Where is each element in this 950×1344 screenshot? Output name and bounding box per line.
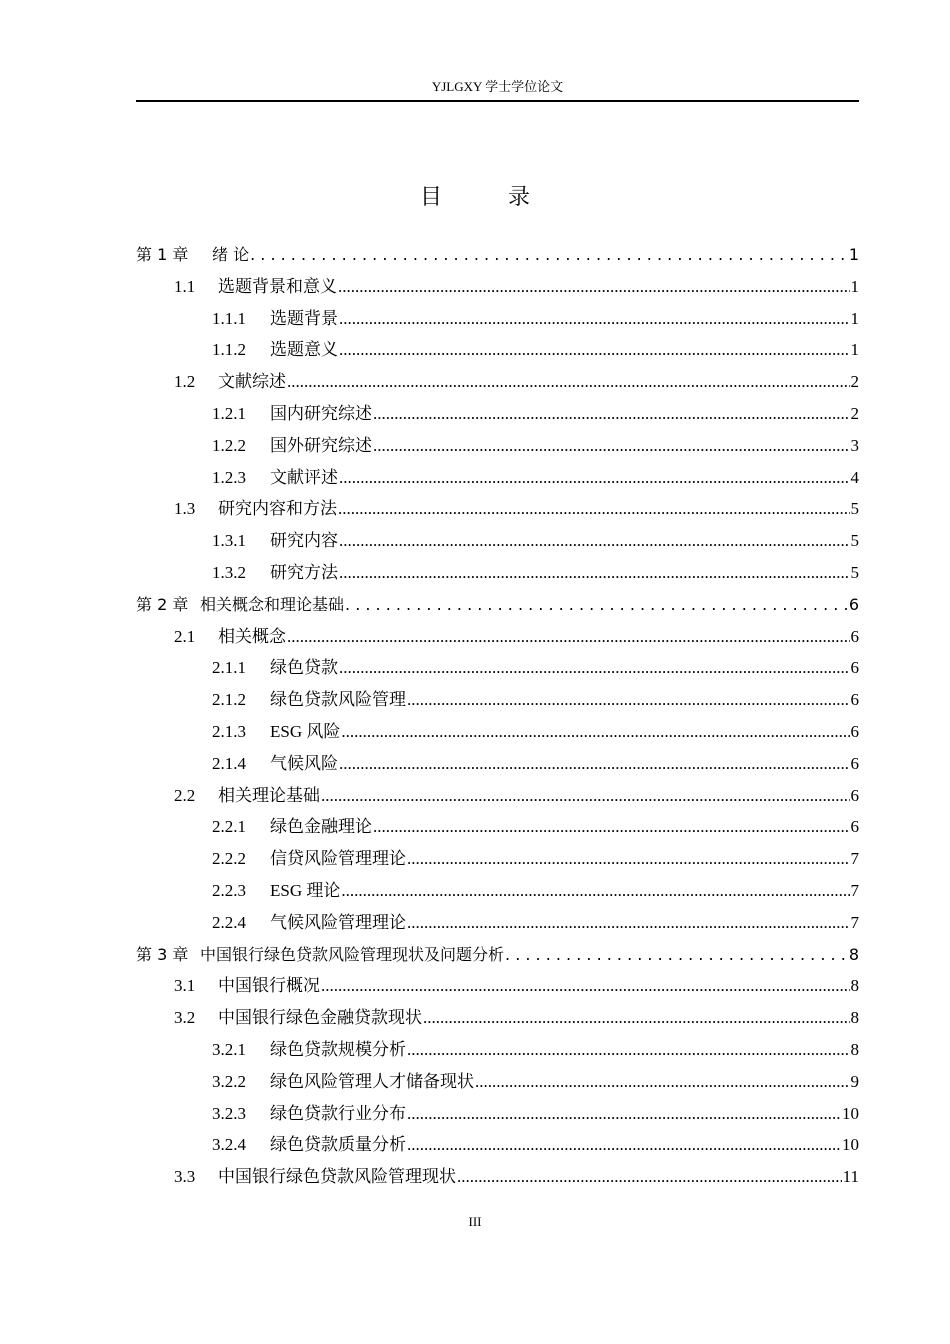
- page-number: III: [468, 1214, 482, 1229]
- toc-entry-page: 4: [850, 467, 859, 487]
- toc-entry-page: 1: [850, 340, 859, 360]
- toc-entry[interactable]: [136, 938, 859, 966]
- toc-dot-leader: [339, 657, 850, 679]
- toc-entry-page: 10: [842, 1103, 859, 1123]
- toc-entry-page: 11: [842, 1167, 859, 1187]
- toc-entry-number: 1.2.1: [212, 404, 246, 423]
- toc-entry-title: 中国银行概况: [218, 976, 320, 996]
- toc-entry-number: 1.2.2: [212, 435, 246, 455]
- toc-dot-leader: [339, 339, 850, 361]
- toc-entry-page: 1: [848, 245, 859, 264]
- toc-entry-title: 绿色贷款规模分析: [270, 1040, 406, 1059]
- toc-entry-number: 第 2 章: [136, 594, 189, 614]
- toc-dot-leader: [250, 244, 848, 266]
- toc-entry[interactable]: [136, 1128, 859, 1156]
- toc-dot-leader: [407, 1039, 850, 1061]
- toc-entry-page: 2: [850, 404, 859, 423]
- toc-entry-page: 6: [850, 626, 859, 646]
- toc-entry-number: 2.2.2: [212, 849, 246, 869]
- toc-entry-number: 1.3.2: [212, 563, 246, 582]
- toc-entry-page: 6: [850, 722, 859, 741]
- toc-entry-title: ESG 风险: [270, 722, 341, 741]
- toc-entry[interactable]: [136, 683, 859, 711]
- toc-entry-title: 研究内容: [270, 531, 338, 551]
- header-rule: [136, 100, 859, 102]
- toc-entry-title: 绿色金融理论: [270, 817, 372, 837]
- toc-entry-number: 3.1: [174, 976, 196, 996]
- toc-entry[interactable]: [136, 1033, 859, 1061]
- toc-entry-title: 研究方法: [270, 563, 338, 582]
- toc-dot-leader: [345, 594, 848, 616]
- toc-entry-page: 1: [850, 276, 859, 296]
- toc-entry-page: 6: [850, 753, 859, 773]
- toc-entry-title: 文献评述: [270, 467, 338, 487]
- toc-entry[interactable]: [136, 429, 859, 457]
- toc-entry[interactable]: [136, 969, 859, 997]
- toc-entry[interactable]: [136, 1160, 859, 1188]
- toc-entry-title: 绿色风险管理人才储备现状: [270, 1071, 474, 1091]
- toc-entry-page: 5: [850, 531, 859, 551]
- toc-entry-number: 2.1.1: [212, 658, 246, 678]
- toc-dot-leader: [475, 1071, 850, 1093]
- toc-dot-leader: [339, 467, 850, 489]
- toc-entry-title: 国外研究综述: [270, 435, 372, 455]
- toc-dot-leader: [341, 721, 849, 743]
- toc-entry-title: 信贷风险管理理论: [270, 849, 406, 869]
- toc-dot-leader: [407, 1103, 841, 1125]
- toc-entry-page: 7: [850, 849, 859, 869]
- toc-entry-title: 绿色贷款: [270, 658, 338, 678]
- toc-entry[interactable]: [136, 874, 859, 902]
- toc-entry-page: 9: [850, 1071, 859, 1091]
- toc-dot-leader: [287, 626, 850, 648]
- toc-entry-page: 6: [850, 658, 859, 678]
- toc-entry[interactable]: [136, 747, 859, 775]
- toc-entry-page: 6: [850, 817, 859, 837]
- toc-entry-number: 3.2.4: [212, 1135, 246, 1155]
- toc-entry[interactable]: [136, 588, 859, 616]
- toc-dot-leader: [339, 562, 850, 584]
- toc-entry-title: 气候风险: [270, 753, 338, 773]
- toc-entry-title: 研究内容和方法: [218, 499, 337, 519]
- toc-entry-number: 1.3.1: [212, 531, 246, 551]
- toc-entry-number: 2.2.3: [212, 881, 246, 900]
- toc-dot-leader: [373, 816, 850, 838]
- toc-entry-page: 1: [850, 308, 859, 328]
- toc-entry-page: 5: [850, 563, 859, 582]
- toc-dot-leader: [423, 1007, 850, 1029]
- toc-entry-page: 8: [850, 976, 859, 996]
- toc-entry-page: 3: [850, 435, 859, 455]
- toc-dot-leader: [457, 1166, 842, 1188]
- toc-entry-number: 3.2.1: [212, 1040, 246, 1059]
- toc-entry[interactable]: [136, 810, 859, 838]
- toc-dot-leader: [407, 689, 850, 711]
- toc-entry-page: 6: [848, 594, 859, 614]
- toc-entry[interactable]: [136, 842, 859, 870]
- toc-entry-number: 1.2: [174, 372, 196, 392]
- toc-entry-number: 2.1.2: [212, 690, 246, 710]
- toc-entry-title: 绿色贷款行业分布: [270, 1103, 406, 1123]
- toc-entry[interactable]: [136, 906, 859, 934]
- toc-entry-number: 1.1.2: [212, 340, 246, 360]
- toc-entry-number: 1.1: [174, 276, 196, 296]
- toc-entry-page: 10: [842, 1135, 859, 1155]
- toc-entry-page: 8: [850, 1040, 859, 1059]
- toc-dot-leader: [373, 435, 850, 457]
- toc-dot-leader: [339, 308, 850, 330]
- toc-entry[interactable]: [136, 524, 859, 552]
- toc-dot-leader: [338, 498, 850, 520]
- toc-entry-title: 绪 论: [212, 245, 250, 264]
- toc-entry-number: 3.2.2: [212, 1071, 246, 1091]
- toc-entry[interactable]: [136, 1001, 859, 1029]
- toc-entry-page: 7: [850, 881, 859, 900]
- toc-entry-page: 7: [850, 912, 859, 932]
- toc-dot-leader: [339, 753, 850, 775]
- toc-entry[interactable]: [136, 333, 859, 361]
- page-header: YJLGXY 学士学位论文: [431, 79, 564, 94]
- toc-dot-leader: [407, 912, 850, 934]
- toc-entry-title: 气候风险管理理论: [270, 912, 406, 932]
- toc-entry-page: 8: [848, 944, 859, 964]
- toc-entry[interactable]: [136, 461, 859, 489]
- toc-dot-leader: [287, 371, 850, 393]
- toc-entry-number: 1.3: [174, 499, 196, 519]
- toc-entry-number: 2.1: [174, 626, 196, 646]
- toc-entry[interactable]: [136, 620, 859, 648]
- toc-entry-number: 第 1 章: [136, 245, 189, 264]
- toc-entry-number: 2.2: [174, 785, 196, 805]
- toc-entry-title: 绿色贷款风险管理: [270, 690, 406, 710]
- toc-entry[interactable]: [136, 302, 859, 330]
- toc-entry-number: 2.1.3: [212, 722, 246, 741]
- toc-entry-page: 6: [850, 785, 859, 805]
- toc-dot-leader: [341, 880, 849, 902]
- toc-entry[interactable]: [136, 715, 859, 743]
- toc-entry-title: 文献综述: [218, 372, 286, 392]
- toc-entry-number: 3.2.3: [212, 1103, 246, 1123]
- toc-dot-leader: [407, 848, 850, 870]
- toc-entry[interactable]: [136, 779, 859, 807]
- toc-entry[interactable]: [136, 238, 859, 266]
- toc-dot-leader: [321, 785, 850, 807]
- toc-entry-title: 相关概念和理论基础: [200, 594, 345, 614]
- toc-entry[interactable]: [136, 270, 859, 298]
- toc-dot-leader: [338, 276, 850, 298]
- toc-dot-leader: [321, 975, 850, 997]
- toc-entry-title: 绿色贷款质量分析: [270, 1135, 406, 1155]
- toc-dot-leader: [373, 403, 850, 425]
- toc-entry-title: 选题意义: [270, 340, 338, 360]
- toc-entry-page: 8: [850, 1008, 859, 1028]
- toc-entry[interactable]: [136, 365, 859, 393]
- toc-entry-title: ESG 理论: [270, 881, 341, 900]
- toc-entry-title: 相关概念: [218, 626, 286, 646]
- toc-entry[interactable]: [136, 492, 859, 520]
- toc-dot-leader: [407, 1134, 841, 1156]
- toc-entry-title: 选题背景: [270, 308, 338, 328]
- toc-entry-page: 5: [850, 499, 859, 519]
- toc-entry[interactable]: [136, 556, 859, 584]
- toc-dot-leader: [339, 530, 850, 552]
- toc-dot-leader: [505, 944, 848, 966]
- toc-entry-title: 国内研究综述: [270, 404, 372, 423]
- toc-entry-number: 1.2.3: [212, 467, 246, 487]
- toc-entry-number: 2.2.4: [212, 912, 246, 932]
- toc-entry-title: 中国银行绿色贷款风险管理现状: [218, 1167, 456, 1187]
- toc-entry-number: 第 3 章: [136, 944, 189, 964]
- toc-entry-title: 选题背景和意义: [218, 276, 337, 296]
- toc-entry-title: 中国银行绿色金融贷款现状: [218, 1008, 422, 1028]
- toc-entry-number: 3.3: [174, 1167, 196, 1187]
- toc-title: 目 录: [419, 185, 552, 210]
- toc-entry-page: 2: [850, 372, 859, 392]
- toc-entry-title: 中国银行绿色贷款风险管理现状及问题分析: [200, 944, 505, 964]
- toc-entry[interactable]: [136, 1065, 859, 1093]
- toc-entry[interactable]: [136, 651, 859, 679]
- toc-entry-number: 2.2.1: [212, 817, 246, 837]
- toc-entry-number: 1.1.1: [212, 308, 246, 328]
- toc-entry-number: 3.2: [174, 1008, 196, 1028]
- toc-entry-page: 6: [850, 690, 859, 710]
- toc-entry-number: 2.1.4: [212, 753, 246, 773]
- toc-entry[interactable]: [136, 1097, 859, 1125]
- toc-entry-title: 相关理论基础: [218, 785, 320, 805]
- toc-entry[interactable]: [136, 397, 859, 425]
